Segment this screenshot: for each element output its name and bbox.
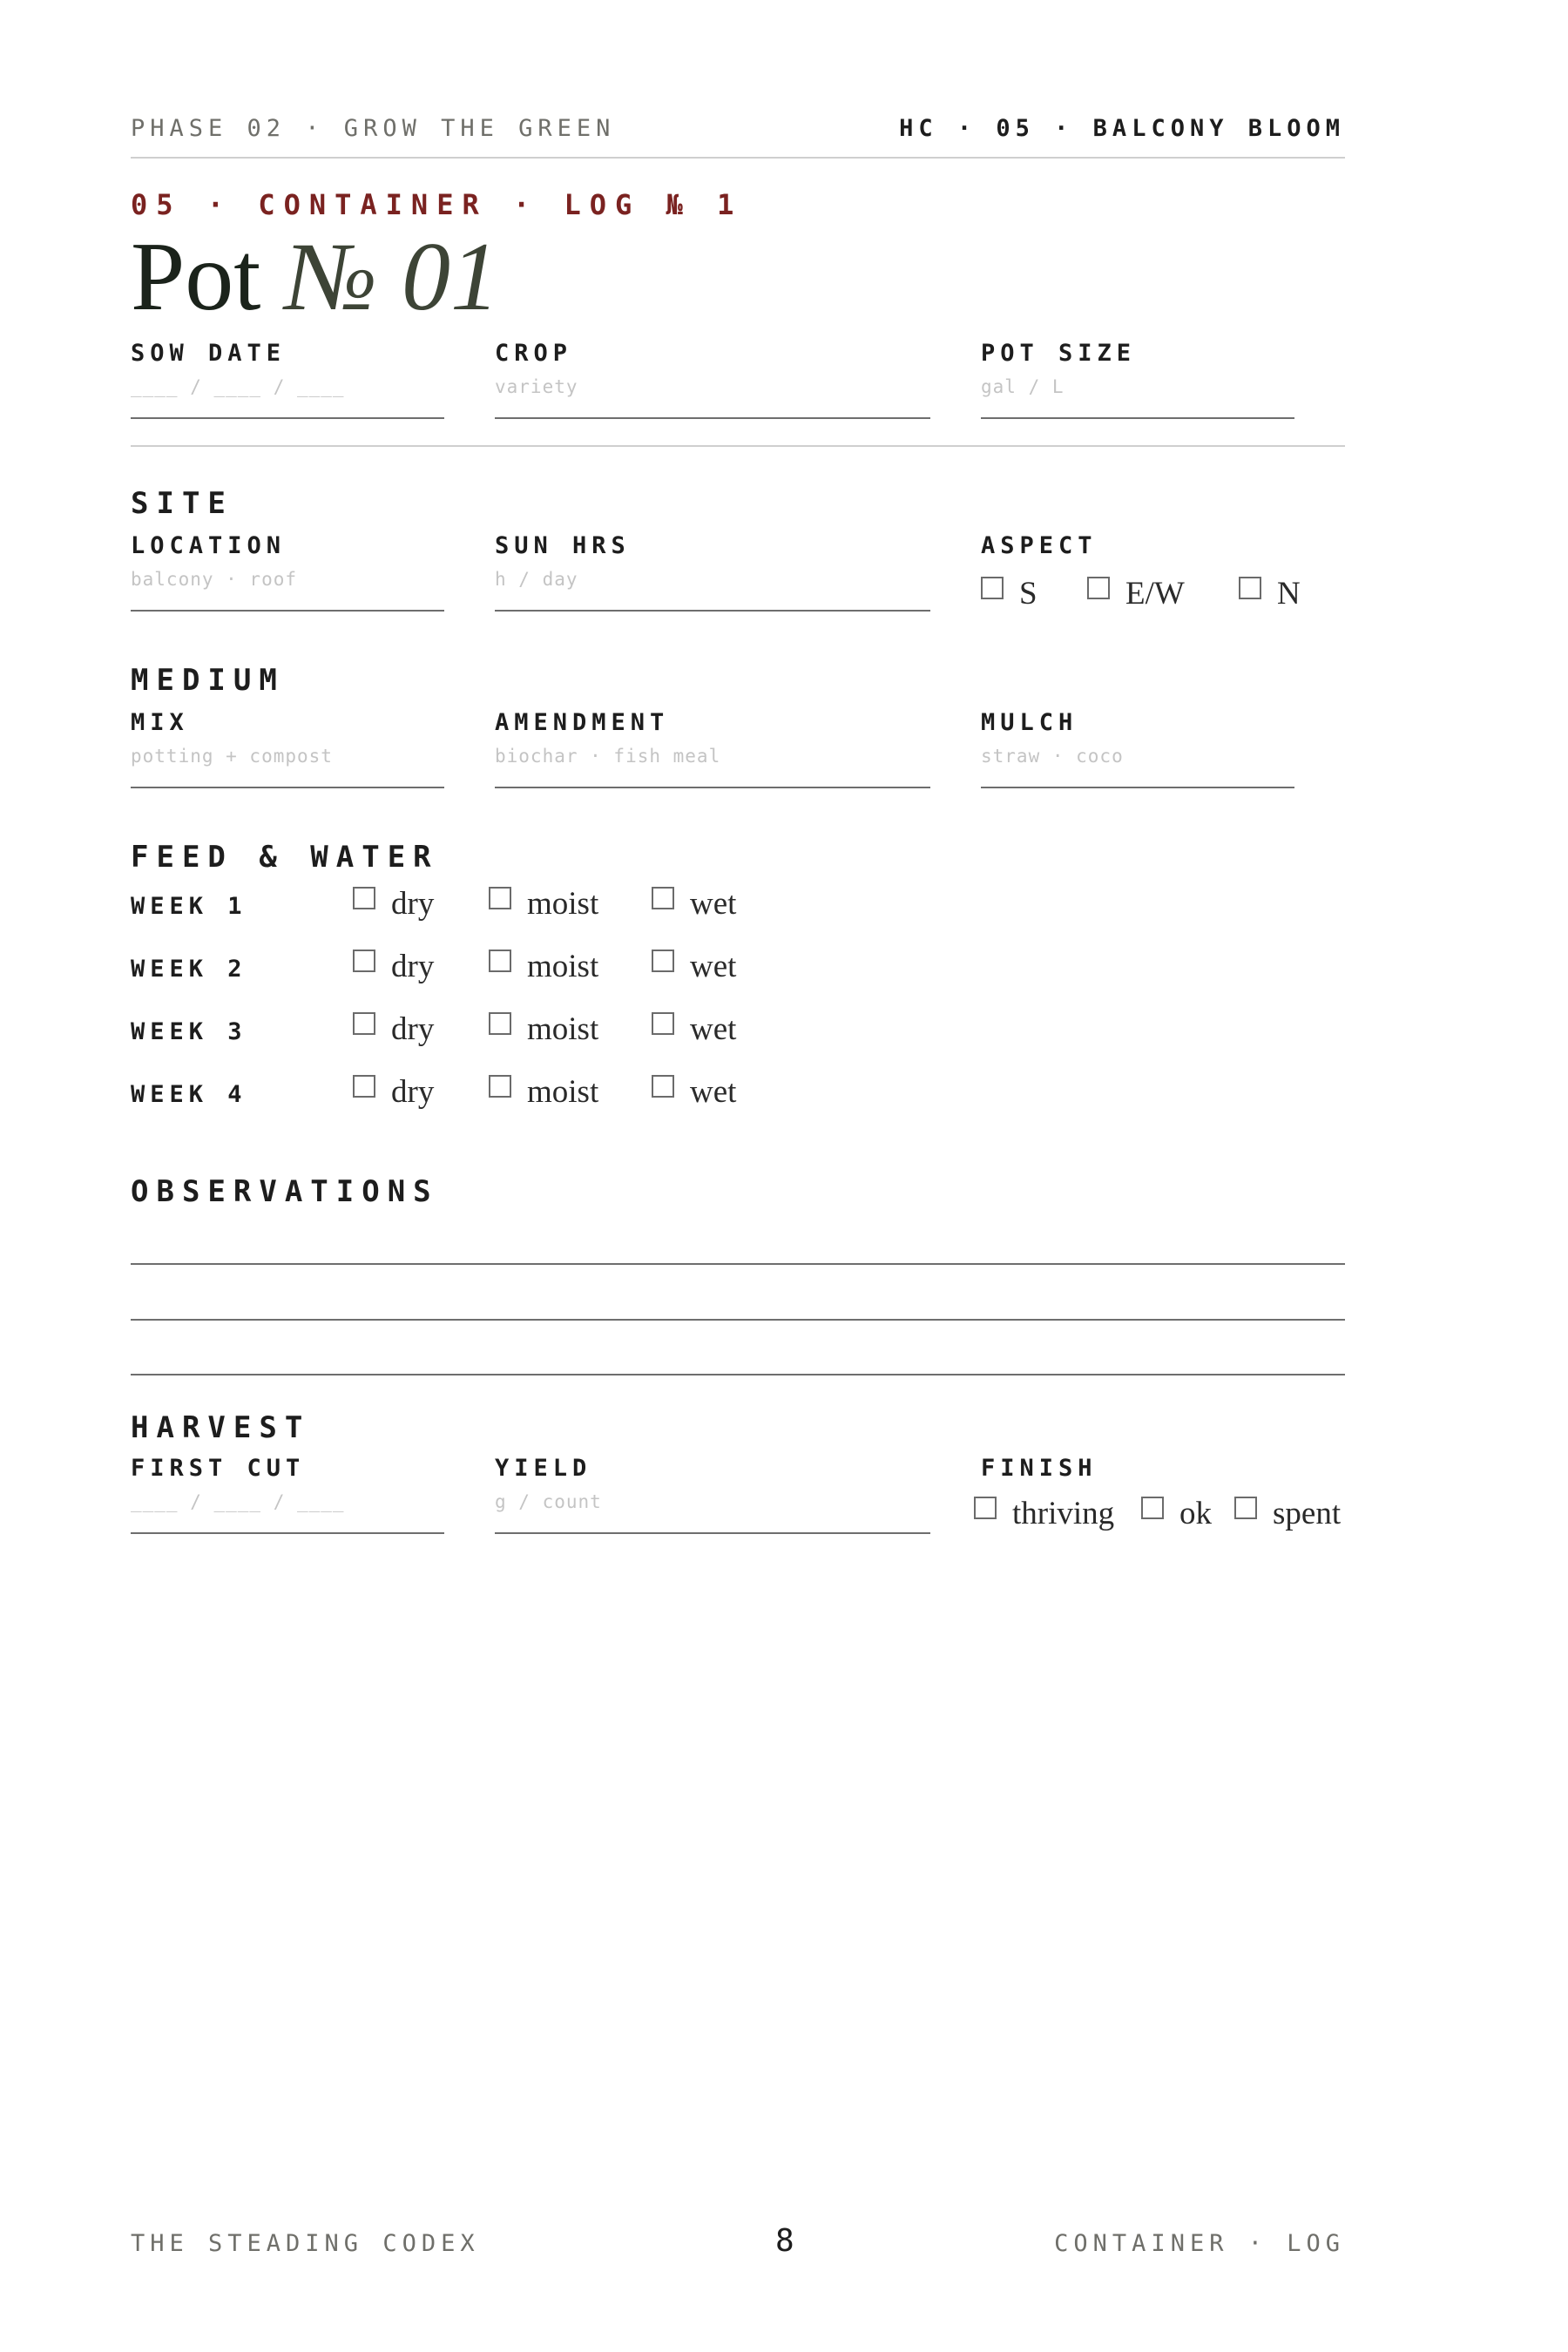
week-4-moist[interactable]: moist (489, 1073, 598, 1111)
week-2-moist[interactable]: moist (489, 948, 598, 985)
mix-label: MIX (131, 709, 189, 736)
checkbox[interactable] (353, 1012, 375, 1035)
footer-left: THE STEADING CODEX (131, 2230, 480, 2257)
pot-size-field[interactable] (981, 417, 1294, 419)
week-4-label: WEEK 4 (131, 1081, 247, 1108)
aspect-option-s[interactable]: S (981, 575, 1037, 612)
aspect-option-n[interactable]: N (1239, 575, 1301, 612)
mulch-field[interactable] (981, 787, 1294, 788)
observation-line-1[interactable] (131, 1263, 1345, 1265)
observation-line-3[interactable] (131, 1374, 1345, 1375)
feed-water-heading: FEED & WATER (131, 840, 439, 875)
medium-heading: MEDIUM (131, 663, 285, 698)
location-label: LOCATION (131, 532, 287, 559)
pot-size-label: POT SIZE (981, 340, 1137, 367)
sow-date-label: SOW DATE (131, 340, 287, 367)
amendment-field[interactable] (495, 787, 930, 788)
running-header-left: PHASE 02 · GROW THE GREEN (131, 115, 616, 142)
title-word: Pot (131, 223, 261, 331)
checkbox[interactable] (652, 1012, 674, 1035)
week-2-wet[interactable]: wet (652, 948, 736, 985)
checkbox[interactable] (1141, 1497, 1164, 1519)
sow-date-placeholder: ____ / ____ / ____ (131, 376, 345, 397)
first-cut-field[interactable] (131, 1532, 444, 1534)
week-4-dry[interactable]: dry (353, 1073, 434, 1111)
sun-hrs-label: SUN HRS (495, 532, 631, 559)
finish-option-thriving[interactable]: thriving (974, 1495, 1114, 1532)
checkbox[interactable] (974, 1497, 997, 1519)
checkbox[interactable] (1239, 577, 1261, 599)
week-3-label: WEEK 3 (131, 1018, 247, 1045)
section-kicker: 05 · CONTAINER · LOG № 1 (131, 188, 743, 221)
finish-label: FINISH (981, 1455, 1098, 1482)
crop-label: CROP (495, 340, 573, 367)
pot-size-placeholder: gal / L (981, 376, 1064, 397)
mix-field[interactable] (131, 787, 444, 788)
checkbox[interactable] (353, 887, 375, 909)
intro-rule (131, 445, 1345, 447)
checkbox[interactable] (652, 887, 674, 909)
finish-option-ok[interactable]: ok (1141, 1495, 1212, 1532)
checkbox[interactable] (489, 950, 511, 972)
checkbox[interactable] (981, 577, 1004, 599)
yield-label: YIELD (495, 1455, 592, 1482)
week-3-moist[interactable]: moist (489, 1010, 598, 1048)
crop-placeholder: variety (495, 376, 578, 397)
sow-date-field[interactable] (131, 417, 444, 419)
amendment-label: AMENDMENT (495, 709, 670, 736)
checkbox[interactable] (489, 887, 511, 909)
footer-right: CONTAINER · LOG (1054, 2230, 1345, 2257)
crop-field[interactable] (495, 417, 930, 419)
running-header-right: HC · 05 · BALCONY BLOOM (899, 115, 1345, 142)
harvest-heading: HARVEST (131, 1410, 311, 1445)
page-title (131, 225, 499, 329)
checkbox[interactable] (489, 1012, 511, 1035)
sun-hrs-field[interactable] (495, 610, 930, 612)
finish-option-spent[interactable]: spent (1234, 1495, 1341, 1532)
week-1-dry[interactable]: dry (353, 885, 434, 923)
observation-line-2[interactable] (131, 1319, 1345, 1321)
yield-placeholder: g / count (495, 1491, 602, 1512)
checkbox[interactable] (1087, 577, 1110, 599)
week-4-wet[interactable]: wet (652, 1073, 736, 1111)
observations-heading: OBSERVATIONS (131, 1174, 439, 1209)
week-2-dry[interactable]: dry (353, 948, 434, 985)
week-2-label: WEEK 2 (131, 956, 247, 983)
header-rule (131, 157, 1345, 159)
page-number: 8 (775, 2223, 794, 2259)
checkbox[interactable] (489, 1075, 511, 1098)
location-placeholder: balcony · roof (131, 569, 298, 590)
aspect-option-ew[interactable]: E/W (1087, 575, 1185, 612)
sun-hrs-placeholder: h / day (495, 569, 578, 590)
site-heading: SITE (131, 486, 233, 521)
week-3-wet[interactable]: wet (652, 1010, 736, 1048)
first-cut-placeholder: ____ / ____ / ____ (131, 1491, 345, 1512)
checkbox[interactable] (652, 1075, 674, 1098)
checkbox[interactable] (1234, 1497, 1257, 1519)
week-1-moist[interactable]: moist (489, 885, 598, 923)
mix-placeholder: potting + compost (131, 746, 333, 767)
mulch-label: MULCH (981, 709, 1078, 736)
mulch-placeholder: straw · coco (981, 746, 1124, 767)
checkbox[interactable] (353, 1075, 375, 1098)
amendment-placeholder: biochar · fish meal (495, 746, 721, 767)
week-1-label: WEEK 1 (131, 893, 247, 920)
title-number: № 01 (285, 223, 500, 331)
checkbox[interactable] (353, 950, 375, 972)
yield-field[interactable] (495, 1532, 930, 1534)
aspect-label: ASPECT (981, 532, 1098, 559)
first-cut-label: FIRST CUT (131, 1455, 306, 1482)
checkbox[interactable] (652, 950, 674, 972)
location-field[interactable] (131, 610, 444, 612)
week-3-dry[interactable]: dry (353, 1010, 434, 1048)
week-1-wet[interactable]: wet (652, 885, 736, 923)
